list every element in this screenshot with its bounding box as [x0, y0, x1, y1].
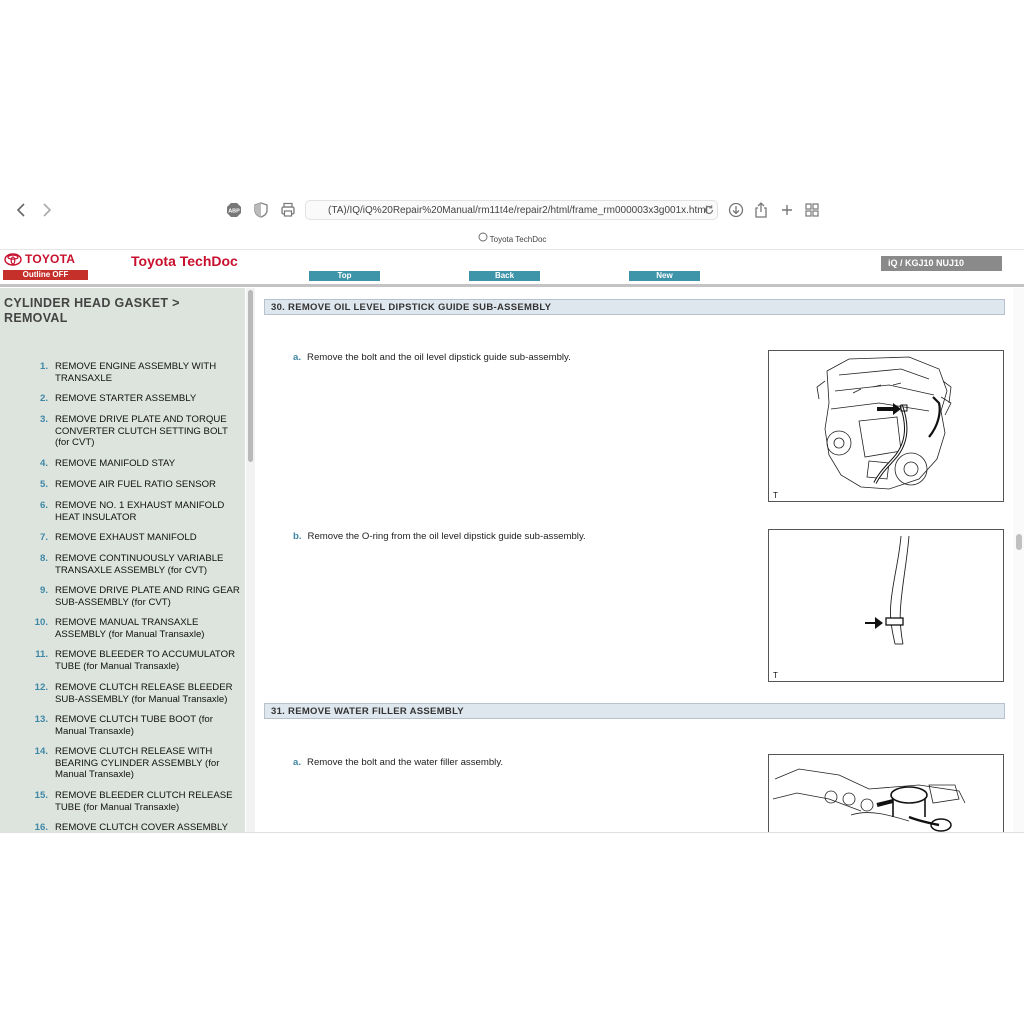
main-content [256, 288, 1024, 832]
forward-icon[interactable] [37, 201, 55, 219]
figure-label: T [773, 491, 778, 500]
tab-title-text: Toyota TechDoc [489, 235, 547, 245]
shield-icon[interactable] [252, 201, 270, 219]
svg-text:ABP: ABP [228, 208, 240, 215]
browser-toolbar [0, 193, 1024, 251]
url-text: (TA)/IQ/iQ%20Repair%20Manual/rm11t4e/repair2/html/frame_rm000003x3g001x.html [328, 205, 708, 216]
new-button[interactable]: New [629, 271, 700, 281]
toyota-emblem-icon [4, 253, 22, 266]
main-scrollbar[interactable] [1013, 288, 1024, 832]
app-title: Toyota TechDoc [131, 253, 238, 269]
main-scrollbar-thumb[interactable] [1016, 534, 1022, 550]
back-button[interactable]: Back [469, 271, 540, 281]
o-ring-illustration [769, 530, 1003, 681]
logo-text: TOYOTA [25, 252, 76, 266]
outline-toggle-button[interactable]: Outline OFF [3, 270, 88, 280]
water-filler-figure [768, 754, 1004, 832]
o-ring-part [886, 618, 903, 625]
header-divider [0, 284, 1024, 287]
engine-illustration [769, 351, 1003, 501]
step-instruction: a. Remove the bolt and the water filler assembly. [293, 757, 504, 768]
back-icon[interactable] [13, 201, 31, 219]
tab-title[interactable] [0, 231, 1024, 249]
top-button[interactable]: Top [309, 271, 380, 281]
water-filler-cap [891, 787, 927, 803]
divider [0, 249, 1024, 250]
section-heading: 30. REMOVE OIL LEVEL DIPSTICK GUIDE SUB-ASSEMBLY [264, 299, 1005, 315]
engine-dipstick-figure [768, 350, 1004, 502]
sidebar-title: CYLINDER HEAD GASKET > REMOVAL [4, 296, 180, 325]
printer-icon[interactable] [279, 201, 297, 219]
download-icon[interactable] [727, 201, 745, 219]
address-bar[interactable] [305, 200, 718, 220]
o-ring-figure [768, 529, 1004, 682]
compass-icon [478, 231, 488, 249]
dipstick-guide-part [875, 405, 906, 483]
share-icon[interactable] [752, 201, 770, 219]
outline-sidebar: CYLINDER HEAD GASKET > REMOVAL 1. REMOVE ENGINE ASSEMBLY WITH TRANSAXLE 2. REMOVE STARTER ASSEMBLY 3. REMOVE DRIVE PLATE AND TORQUE CONVERTER CLUTCH SETTING BOLT (for CVT) 4. REMOVE MANIFOLD STAY 5. REMOVE AIR FUEL RATIO SENSOR 6. REMOVE NO. 1 EXHAUST MANIFOLD HEAT INSULATOR 7. REMOVE EXHAUST MANIFOLD 8. REMOVE CONTINUOUSLY VARIABLE TRANSAXLE ASSEMBLY (for CVT) 9. REMOVE DRIVE PLATE AND RING GEAR SUB-ASSEMBLY (for CVT) 10. REMOVE MANUAL TRANSAXLE ASSEMBLY (for Manual Transaxle) 11. REMOVE BLEEDER TO ACCUMULATOR TUBE (for Manual Transaxle) 12. REMOVE CLUTCH RELEASE BLEEDER SUB-ASSEMBLY (for Manual Transaxle) 13. REMOVE CLUTCH TUBE BOOT (for Manual Transaxle) 14. REMOVE CLUTCH RELEASE WITH BEARING CYLINDER ASSEMBLY (for Manual Transaxle) 15. REMOVE BLEEDER CLUTCH RELEASE TUBE (for Manual Transaxle) 16. REMOVE CLUTCH COVER ASSEMBLY [0, 288, 245, 832]
model-label: iQ / KGJ10 NUJ10 [888, 258, 965, 268]
figure-label: T [773, 671, 778, 680]
sidebar-scrollbar-thumb[interactable] [248, 290, 253, 462]
techdoc-header [0, 251, 1024, 286]
adblock-icon[interactable] [225, 201, 243, 219]
divider [0, 832, 1024, 833]
section-heading: 31. REMOVE WATER FILLER ASSEMBLY [264, 703, 1005, 719]
reload-icon[interactable] [703, 204, 715, 224]
step-instruction: b. Remove the O-ring from the oil level dipstick guide sub-assembly. [293, 531, 586, 542]
step-instruction: a. Remove the bolt and the oil level dipstick guide sub-assembly. [293, 352, 571, 363]
new-tab-icon[interactable] [778, 201, 796, 219]
model-badge [881, 256, 1002, 271]
water-filler-illustration [769, 755, 1003, 832]
tab-overview-icon[interactable] [803, 201, 821, 219]
